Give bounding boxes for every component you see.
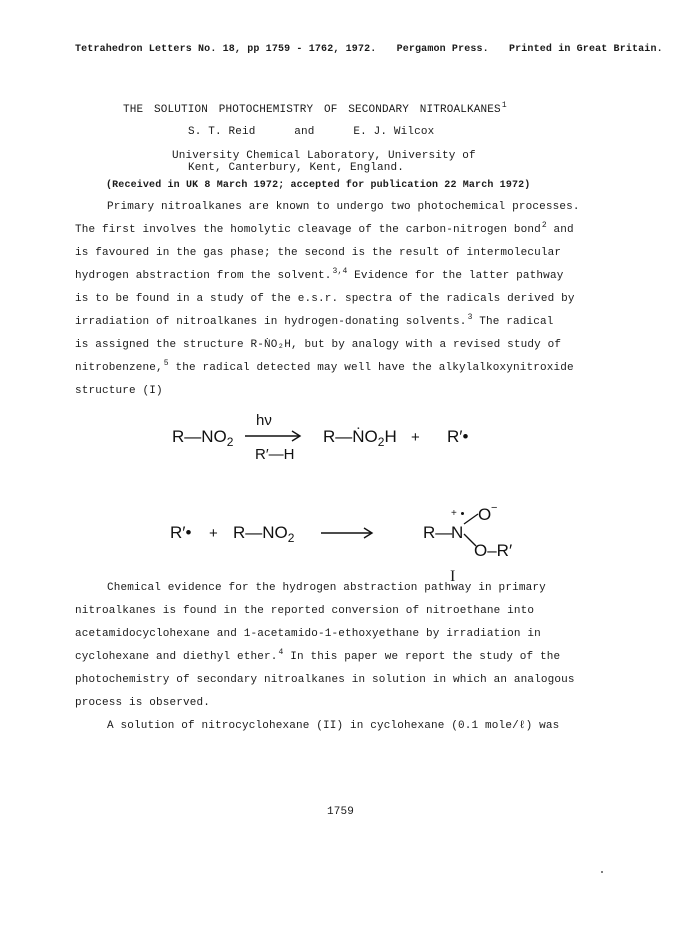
title-ref: 1	[501, 101, 507, 110]
nitrogen-plus: +	[451, 508, 457, 519]
journal-info: Tetrahedron Letters No. 18, pp 1759 - 1762, 1972.	[75, 44, 377, 55]
p1-line-9: structure (I)	[75, 385, 163, 397]
authors	[188, 126, 434, 138]
product-r-group: R—	[423, 523, 453, 542]
journal-citation	[75, 44, 663, 55]
product-nitrogen: N	[451, 523, 464, 542]
affiliation-line-2: Kent, Canterbury, Kent, England.	[188, 162, 405, 174]
p2-line-2: nitroalkanes is found in the reported conversion of nitroethane into	[75, 605, 535, 617]
structure-label-i: I	[450, 568, 456, 585]
ref-3-4: 3,4	[332, 267, 348, 276]
page-number: 1759	[327, 806, 355, 818]
author-wilcox: E. J. Wilcox	[353, 126, 435, 138]
paragraph-2	[75, 577, 575, 715]
article-title	[123, 101, 507, 116]
p2-line-4: cyclohexane and diethyl ether.$^4$ In this paper we report the study of the	[75, 648, 561, 663]
paragraph-3	[75, 715, 559, 738]
title-text: THE SOLUTION PHOTOCHEMISTRY OF SECONDARY NITROALKANES	[123, 104, 501, 116]
received-dates: (Received in UK 8 March 1972; accepted for publication 22 March 1972)	[106, 180, 531, 191]
arrow-condition-bottom: R′—H	[255, 446, 295, 463]
reaction-arrow-1	[245, 429, 305, 443]
author-reid: S. T. Reid	[188, 126, 256, 138]
product-oxide-oxygen: O	[478, 505, 492, 524]
p1-line-1: Primary nitroalkanes are known to undergo two photochemical processes.	[107, 201, 580, 213]
p2-line-6: process is observed.	[75, 697, 211, 709]
p2-line-3: acetamidocyclohexane and 1-acetamido-1-ethoxyethane by irradiation in	[75, 628, 541, 640]
ref-4: 4	[278, 648, 284, 657]
p1-line-4: hydrogen abstraction from the solvent.$^{3,4}$ Evidence for the latter pathway	[75, 267, 564, 282]
affiliation-line-1: University Chemical Laboratory, University of	[172, 150, 476, 162]
product-alkoxy: O–R′	[474, 541, 513, 560]
p1-line-7: is assigned the structure R-ṄO₂H, but by analogy with a revised study of	[75, 339, 562, 351]
scan-speck	[601, 871, 603, 873]
arrow-condition-top: hν	[256, 412, 272, 429]
eq2-nitro: $R—NO_2$	[233, 523, 295, 545]
p1-line-6: irradiation of nitroalkanes in hydrogen-donating solvents.$^3$ The radical	[75, 313, 554, 328]
author-and: and	[294, 126, 315, 138]
publisher: Pergamon Press.	[396, 44, 489, 55]
paragraph-1	[75, 196, 580, 403]
p1-line-5: is to be found in a study of the e.s.r. spectra of the radicals derived by	[75, 293, 575, 305]
reaction-arrow-2	[321, 526, 377, 540]
eq1-reactant: $R—NO_2$	[172, 427, 234, 449]
eq2-plus: +	[209, 525, 218, 542]
printed-in: Printed in Great Britain.	[508, 44, 663, 55]
ref-2: 2	[541, 221, 547, 230]
p1-line-8: nitrobenzene,$^5$ the radical detected may well have the alkylalkoxynitroxide	[75, 359, 574, 374]
ref-5: 5	[163, 359, 169, 368]
p1-line-3: is favoured in the gas phase; the second is the result of intermolecular	[75, 247, 562, 259]
ref-3: 3	[467, 313, 473, 322]
eq2-radical: R′•	[170, 523, 192, 542]
eq1-plus: +	[411, 429, 420, 446]
oxide-minus: −	[491, 502, 498, 514]
p2-line-5: photochemistry of secondary nitroalkanes in solution in which an analogous	[75, 674, 575, 686]
p3-line-1: A solution of nitrocyclohexane (II) in cyclohexane (0.1 mole/ℓ) was	[107, 720, 560, 732]
p1-line-2: The first involves the homolytic cleavage of the carbon-nitrogen bond$^2$ and	[75, 221, 574, 236]
p2-line-1: Chemical evidence for the hydrogen abstraction pathway in primary	[107, 582, 546, 594]
eq1-product: $R—ṄO_2H$	[323, 427, 397, 449]
eq1-radical: R′•	[447, 427, 469, 446]
